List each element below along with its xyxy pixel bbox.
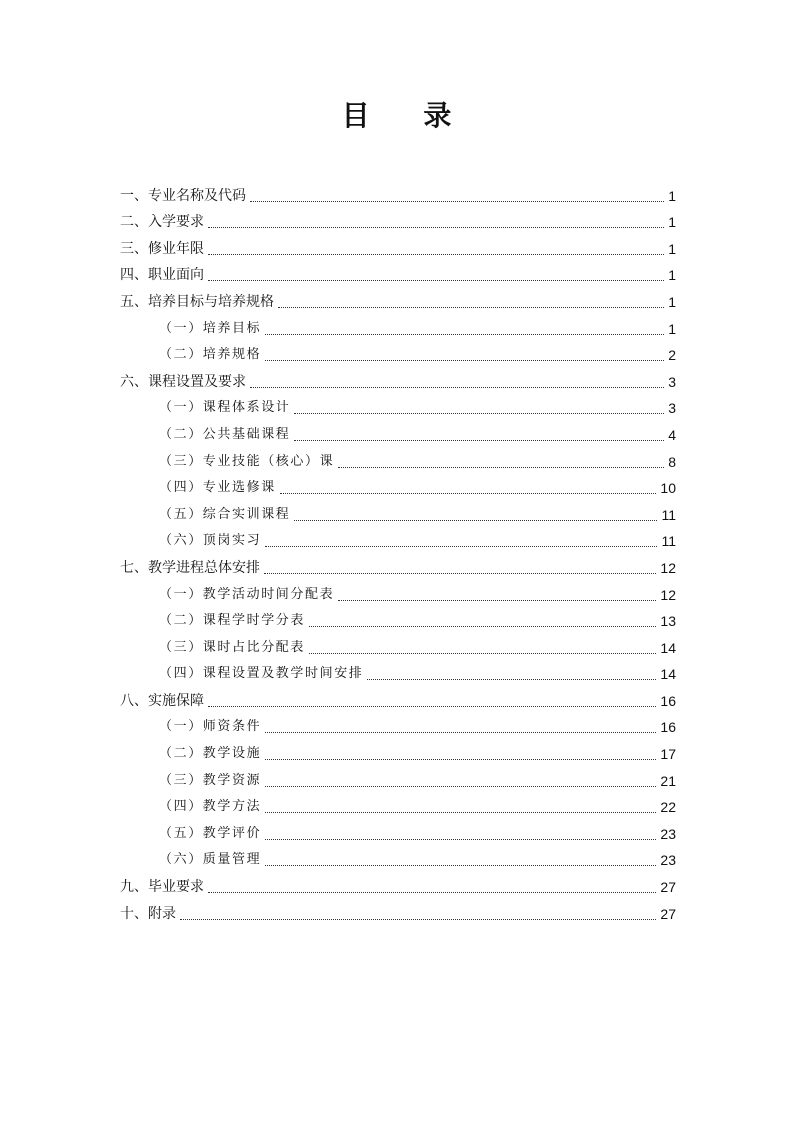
toc-dot-leader <box>278 307 664 308</box>
toc-entry-label: （四）教学方法 <box>159 799 262 815</box>
toc-entry-label: （三）课时占比分配表 <box>159 639 306 655</box>
toc-entry-label: （一）教学活动时间分配表 <box>159 586 335 602</box>
toc-dot-leader <box>294 413 664 414</box>
page-title: 目 录 <box>341 99 474 132</box>
toc-page-number: 1 <box>668 187 676 204</box>
toc-entry[interactable] <box>120 896 676 923</box>
toc-entry-label: 三、修业年限 <box>120 240 204 257</box>
toc-page-number: 11 <box>661 533 676 550</box>
toc-subentry[interactable] <box>120 736 676 763</box>
toc-page-number: 23 <box>660 825 676 842</box>
toc-dot-leader <box>265 812 656 813</box>
toc-page-number: 1 <box>668 320 676 337</box>
toc-page-number: 1 <box>668 267 676 284</box>
toc-entry-label: （二）教学设施 <box>159 746 262 762</box>
toc-subentry[interactable] <box>120 763 676 790</box>
toc-dot-leader <box>309 626 656 627</box>
toc-page-number: 14 <box>660 639 676 656</box>
toc-dot-leader <box>250 387 664 388</box>
toc-entry[interactable] <box>120 364 676 391</box>
toc-subentry[interactable] <box>120 710 676 737</box>
toc-subentry[interactable] <box>120 843 676 870</box>
toc-page-number: 1 <box>668 240 676 257</box>
toc-entry-label: （六）质量管理 <box>159 852 262 868</box>
toc-dot-leader <box>265 839 656 840</box>
toc-dot-leader <box>208 280 664 281</box>
toc-entry-label: （二）公共基础课程 <box>159 426 291 442</box>
toc-page-number: 22 <box>660 799 676 816</box>
toc-entry[interactable] <box>120 258 676 285</box>
toc-entry[interactable] <box>120 231 676 258</box>
toc-dot-leader <box>265 759 656 760</box>
toc-subentry[interactable] <box>120 630 676 657</box>
toc-subentry[interactable] <box>120 391 676 418</box>
toc-dot-leader <box>265 732 656 733</box>
toc-entry-label: 四、职业面向 <box>120 267 204 284</box>
toc-subentry[interactable] <box>120 338 676 365</box>
toc-dot-leader <box>208 892 656 893</box>
toc-subentry[interactable] <box>120 816 676 843</box>
toc-subentry[interactable] <box>120 790 676 817</box>
toc-page-number: 10 <box>660 480 676 497</box>
toc-dot-leader <box>265 786 656 787</box>
toc-entry[interactable] <box>120 683 676 710</box>
toc-entry-label: （一）培养目标 <box>159 320 262 336</box>
toc-subentry[interactable] <box>120 604 676 631</box>
toc-page-number: 12 <box>660 559 676 576</box>
toc-dot-leader <box>338 600 656 601</box>
toc-entry-label: （二）课程学时学分表 <box>159 613 306 629</box>
toc-entry-label: 六、课程设置及要求 <box>120 373 246 390</box>
toc-dot-leader <box>265 865 656 866</box>
toc-page-number: 21 <box>660 772 676 789</box>
toc-entry-label: 九、毕业要求 <box>120 879 204 896</box>
toc-dot-leader <box>250 201 664 202</box>
toc-dot-leader <box>264 573 656 574</box>
toc-dot-leader <box>208 227 664 228</box>
toc-entry-label: 八、实施保障 <box>120 692 204 709</box>
toc-dot-leader <box>265 546 657 547</box>
toc-page-number: 16 <box>660 692 676 709</box>
toc-subentry[interactable] <box>120 471 676 498</box>
toc-page-number: 12 <box>660 586 676 603</box>
toc-entry-label: 五、培养目标与培养规格 <box>120 293 274 310</box>
toc-dot-leader <box>338 467 664 468</box>
toc-entry-label: （五）教学评价 <box>159 825 262 841</box>
toc-entry-label: （二）培养规格 <box>159 347 262 363</box>
toc-subentry[interactable] <box>120 577 676 604</box>
toc-entry-label: 十、附录 <box>120 905 176 922</box>
toc-page-number: 8 <box>668 453 676 470</box>
toc-page-number: 11 <box>661 506 676 523</box>
toc-subentry[interactable] <box>120 657 676 684</box>
toc-dot-leader <box>265 360 664 361</box>
toc-page-number: 14 <box>660 666 676 683</box>
toc-entry[interactable] <box>120 178 676 205</box>
toc-dot-leader <box>265 334 664 335</box>
toc-dot-leader <box>208 706 656 707</box>
toc-entry-label: 一、专业名称及代码 <box>120 187 246 204</box>
toc-entry-label: 二、入学要求 <box>120 214 204 231</box>
toc-entry-label: （一）课程体系设计 <box>159 400 291 416</box>
toc-page-number: 23 <box>660 852 676 869</box>
table-of-contents <box>120 178 676 923</box>
toc-page-number: 16 <box>660 719 676 736</box>
toc-page-number: 4 <box>668 426 676 443</box>
toc-dot-leader <box>294 440 664 441</box>
toc-page-number: 27 <box>660 905 676 922</box>
toc-entry-label: （六）顶岗实习 <box>159 533 262 549</box>
toc-entry[interactable] <box>120 869 676 896</box>
toc-page-number: 2 <box>668 347 676 364</box>
toc-subentry[interactable] <box>120 417 676 444</box>
toc-entry-label: 七、教学进程总体安排 <box>120 559 260 576</box>
toc-subentry[interactable] <box>120 497 676 524</box>
toc-page-number: 3 <box>668 400 676 417</box>
toc-page-number: 3 <box>668 373 676 390</box>
toc-dot-leader <box>280 493 657 494</box>
toc-entry-label: （三）专业技能（核心）课 <box>159 453 335 469</box>
toc-entry-label: （一）师资条件 <box>159 719 262 735</box>
toc-page-number: 17 <box>660 746 676 763</box>
toc-dot-leader <box>367 679 656 680</box>
toc-page-number: 27 <box>660 879 676 896</box>
toc-entry[interactable] <box>120 284 676 311</box>
toc-dot-leader <box>208 254 664 255</box>
toc-dot-leader <box>180 919 656 920</box>
toc-entry[interactable] <box>120 550 676 577</box>
toc-subentry[interactable] <box>120 444 676 471</box>
toc-entry[interactable] <box>120 205 676 232</box>
toc-entry-label: （五）综合实训课程 <box>159 506 291 522</box>
toc-entry-label: （四）专业选修课 <box>159 480 276 496</box>
toc-dot-leader <box>294 520 657 521</box>
toc-page-number: 1 <box>668 293 676 310</box>
toc-entry-label: （四）课程设置及教学时间安排 <box>159 666 364 682</box>
toc-page-number: 1 <box>668 214 676 231</box>
toc-page-number: 13 <box>660 613 676 630</box>
toc-dot-leader <box>309 653 656 654</box>
toc-subentry[interactable] <box>120 311 676 338</box>
toc-subentry[interactable] <box>120 524 676 551</box>
toc-entry-label: （三）教学资源 <box>159 772 262 788</box>
